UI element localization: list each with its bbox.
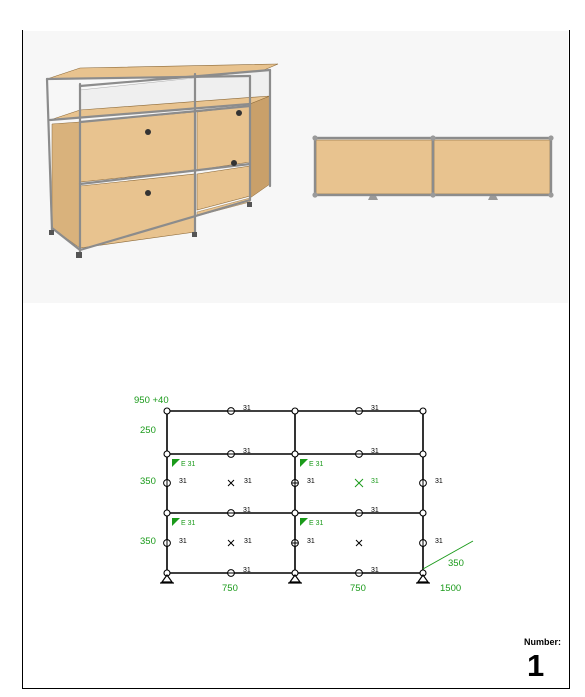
node-code: 31 [371,567,379,574]
panel-tag: E 31 [181,461,196,468]
node-code: 31 [244,538,252,545]
panel-tag: E 31 [309,461,324,468]
node-code: 31 [179,478,187,485]
panel-flag-icons [172,459,308,526]
node-code: 31 [243,567,251,574]
panel-cross-marker-green [355,479,363,487]
depth-dimension: 350 [448,558,464,569]
node-code: 31 [179,538,187,545]
height-dimension: 950 +40 [134,395,169,406]
node-code: 31 [243,405,251,412]
panel-tag: E 31 [309,520,324,527]
node-code: 31 [435,478,443,485]
node-code: 31 [243,507,251,514]
row-height-1: 250 [140,425,156,436]
node-code: 31 [244,478,252,485]
node-code: 31 [307,478,315,485]
total-width: 1500 [440,583,462,594]
number-value: 1 [527,648,545,683]
node-code: 31 [371,405,379,412]
node-code-green: 31 [371,478,379,485]
node-code: 31 [307,538,315,545]
column-width-2: 750 [350,583,366,594]
panel-tag: E 31 [181,520,196,527]
row-height-3: 350 [140,536,156,547]
number-label: Number: [524,637,562,647]
node-code: 31 [371,507,379,514]
row-height-2: 350 [140,476,156,487]
node-code: 31 [435,538,443,545]
column-width-1: 750 [222,583,238,594]
node-code: 31 [371,448,379,455]
node-code: 31 [243,448,251,455]
